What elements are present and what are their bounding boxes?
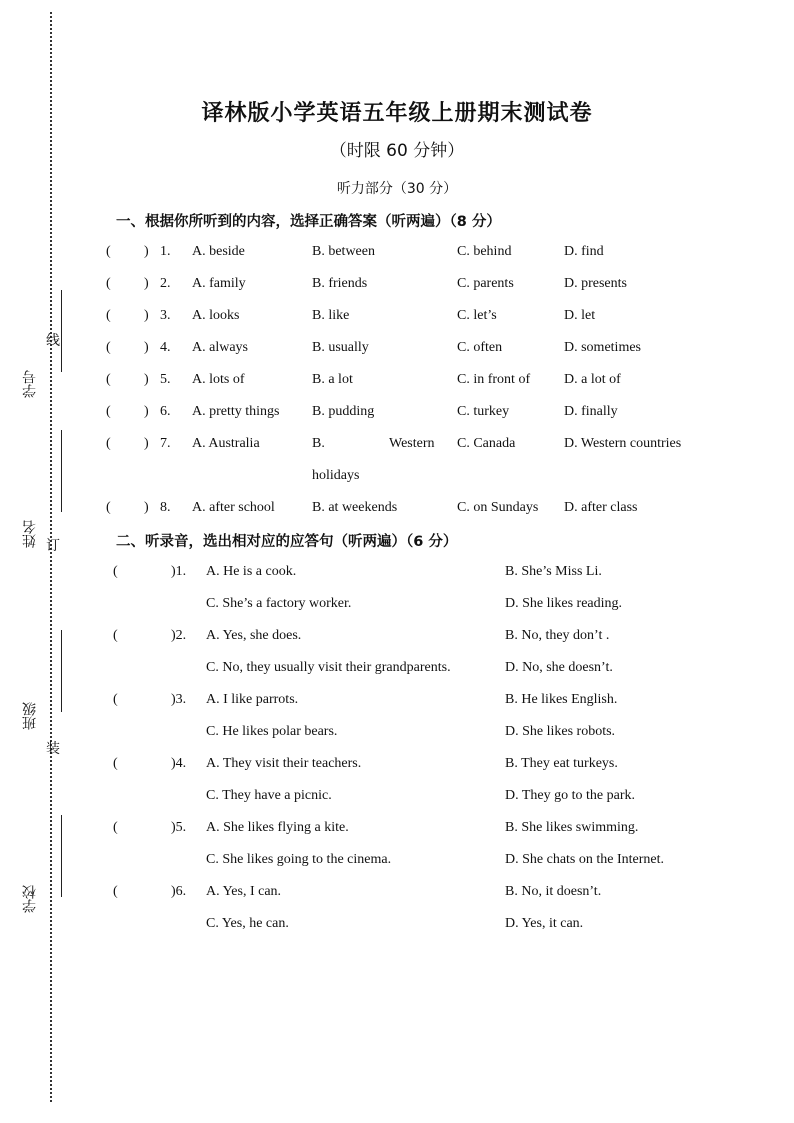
answer-blank-close: ) <box>144 436 149 451</box>
answer-blank-close: ) <box>144 340 149 355</box>
part2-heading: 二、听录音，选出相对应的应答句（听两遍）（6 分） <box>116 534 458 550</box>
option-b: B. <box>312 436 325 451</box>
option-d: D. sometimes <box>564 340 641 355</box>
option-c: C. She likes going to the cinema. <box>206 852 392 867</box>
answer-blank-close: ) <box>144 244 149 259</box>
option-a: A. Yes, I can. <box>206 884 282 899</box>
question-number: 1. <box>160 244 171 259</box>
class-label: 班级 <box>22 702 38 730</box>
option-b: B. between <box>312 244 375 259</box>
option-a: A. family <box>192 276 246 291</box>
name-field <box>22 430 102 560</box>
school-label: 学校 <box>22 885 38 913</box>
option-b: B. like <box>312 308 350 323</box>
part2-question-block <box>113 884 713 940</box>
question-number: )2. <box>171 628 187 643</box>
option-d: D. find <box>564 244 604 259</box>
option-d: D. They go to the park. <box>505 788 635 803</box>
bind-char-order: 订 <box>46 538 60 554</box>
answer-blank-open: ( <box>106 436 111 451</box>
part1-question-row <box>106 500 706 520</box>
option-a: A. always <box>192 340 248 355</box>
option-b: B. They eat turkeys. <box>505 756 618 771</box>
question-number: 3. <box>160 308 171 323</box>
option-c: C. He likes polar bears. <box>206 724 338 739</box>
option-a: A. He is a cook. <box>206 564 297 579</box>
answer-blank-open: ( <box>113 884 118 899</box>
option-a: A. pretty things <box>192 404 280 419</box>
option-d: D. Western countries <box>564 436 682 451</box>
question-number: 2. <box>160 276 171 291</box>
question-number: 8. <box>160 500 171 515</box>
option-b: B. She likes swimming. <box>505 820 639 835</box>
option-b: B. No, they don’t . <box>505 628 610 643</box>
name-blank <box>61 430 62 512</box>
option-b: B. He likes English. <box>505 692 618 707</box>
option-c: C. parents <box>457 276 514 291</box>
option-b: B. pudding <box>312 404 375 419</box>
answer-blank-close: ) <box>144 500 149 515</box>
answer-blank-open: ( <box>106 404 111 419</box>
option-a: A. looks <box>192 308 240 323</box>
question-number: )3. <box>171 692 187 707</box>
part2-question-block <box>113 564 713 620</box>
part1-question-row <box>106 404 706 424</box>
option-d: D. a lot of <box>564 372 621 387</box>
student-id-field <box>22 290 102 400</box>
part2-question-block <box>113 820 713 876</box>
option-b: B. at weekends <box>312 500 398 515</box>
answer-blank-open: ( <box>106 500 111 515</box>
option-b: B. No, it doesn’t. <box>505 884 602 899</box>
option-c: C. behind <box>457 244 512 259</box>
answer-blank-open: ( <box>106 276 111 291</box>
option-b: B. She’s Miss Li. <box>505 564 602 579</box>
question-number: )1. <box>171 564 187 579</box>
option-d: D. She likes reading. <box>505 596 623 611</box>
part2-question-block <box>113 692 713 748</box>
bind-char-pack: 装 <box>46 741 60 757</box>
option-a: A. after school <box>192 500 275 515</box>
exam-title: 译林版小学英语五年级上册期末测试卷 <box>201 101 593 126</box>
option-c: C. They have a picnic. <box>206 788 332 803</box>
part2-question-block <box>113 628 713 684</box>
answer-blank-open: ( <box>106 244 111 259</box>
answer-blank-close: ) <box>144 308 149 323</box>
option-d: D. She chats on the Internet. <box>505 852 665 867</box>
answer-blank-open: ( <box>113 628 118 643</box>
option-c: C. on Sundays <box>457 500 539 515</box>
part1-question-row <box>106 276 706 296</box>
option-c: C. She’s a factory worker. <box>206 596 352 611</box>
option-c: C. in front of <box>457 372 531 387</box>
part1-question-row <box>106 244 706 264</box>
part1-question-row <box>106 436 706 483</box>
option-b-continued: Western <box>389 436 435 451</box>
answer-blank-open: ( <box>106 340 111 355</box>
option-c: C. often <box>457 340 503 355</box>
question-number: 5. <box>160 372 171 387</box>
part2-question-block <box>113 756 713 812</box>
option-a: A. Yes, she does. <box>206 628 302 643</box>
bind-char-line: 线 <box>46 333 60 349</box>
option-a: A. Australia <box>192 436 260 451</box>
part1-question-row <box>106 340 706 360</box>
name-label: 姓名 <box>22 520 38 548</box>
question-number: 4. <box>160 340 171 355</box>
question-number: )6. <box>171 884 187 899</box>
answer-blank-open: ( <box>113 820 118 835</box>
school-blank <box>61 815 62 897</box>
answer-blank-close: ) <box>144 404 149 419</box>
option-a: A. lots of <box>192 372 245 387</box>
answer-blank-open: ( <box>106 308 111 323</box>
option-a: A. beside <box>192 244 245 259</box>
answer-blank-open: ( <box>113 564 118 579</box>
question-number: 6. <box>160 404 171 419</box>
option-d: D. Yes, it can. <box>505 916 584 931</box>
option-b: B. a lot <box>312 372 353 387</box>
student-id-blank <box>61 290 62 372</box>
option-a: A. She likes flying a kite. <box>206 820 349 835</box>
option-d: D. after class <box>564 500 638 515</box>
option-d: D. finally <box>564 404 618 419</box>
answer-blank-close: ) <box>144 276 149 291</box>
student-id-label: 学号 <box>22 370 38 398</box>
question-number: )4. <box>171 756 187 771</box>
option-b: B. usually <box>312 340 369 355</box>
question-number: 7. <box>160 436 171 451</box>
class-blank <box>61 630 62 712</box>
part1-question-row <box>106 308 706 328</box>
option-d: D. No, she doesn’t. <box>505 660 613 675</box>
answer-blank-open: ( <box>113 756 118 771</box>
option-a: A. They visit their teachers. <box>206 756 362 771</box>
school-field <box>22 815 102 925</box>
option-c: C. Canada <box>457 436 516 451</box>
option-b-wrapped: holidays <box>312 468 360 483</box>
option-d: D. She likes robots. <box>505 724 616 739</box>
option-a: A. I like parrots. <box>206 692 299 707</box>
option-c: C. Yes, he can. <box>206 916 289 931</box>
option-c: C. No, they usually visit their grandparents. <box>206 660 451 675</box>
answer-blank-close: ) <box>144 372 149 387</box>
part1-heading: 一、根据你所听到的内容，选择正确答案（听两遍）（8 分） <box>116 214 501 230</box>
part1-question-row <box>106 372 706 392</box>
listening-section-label: 听力部分（30 分） <box>336 181 458 197</box>
option-d: D. presents <box>564 276 627 291</box>
option-c: C. turkey <box>457 404 510 419</box>
answer-blank-open: ( <box>106 372 111 387</box>
time-limit: （时限 60 分钟） <box>329 141 465 161</box>
class-field <box>22 630 102 740</box>
option-d: D. let <box>564 308 596 323</box>
option-b: B. friends <box>312 276 368 291</box>
question-number: )5. <box>171 820 187 835</box>
answer-blank-open: ( <box>113 692 118 707</box>
option-c: C. let’s <box>457 308 497 323</box>
